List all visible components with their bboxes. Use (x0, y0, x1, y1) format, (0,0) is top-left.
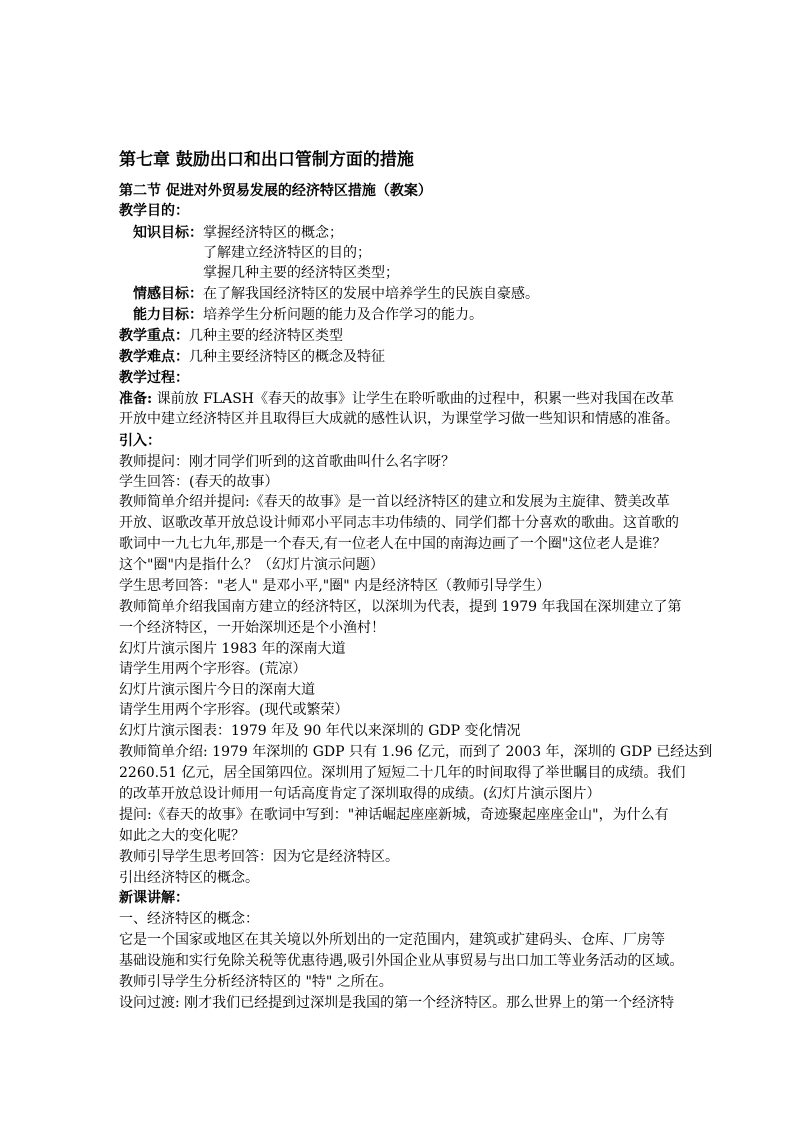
paragraph-line: 一、经济特区的概念： (119, 911, 259, 927)
paragraph-line: 幻灯片演示图片 1983 年的深南大道 (119, 641, 346, 657)
paragraph-line: 这个"圈"内是指什么？（幻灯片演示问题） (119, 557, 384, 573)
section-title: 第二节 促进对外贸易发展的经济特区措施（教案） (119, 183, 432, 199)
knowledge-goal-line (133, 223, 343, 243)
paragraph-line: 教师简单介绍: 1979 年深圳的 GDP 只有 1.96 亿元，而到了 2003 年，深圳的 GDP 已经达到 (119, 744, 713, 760)
paragraph-line: 教师引导学生分析经济特区的 "特" 之所在。 (119, 974, 393, 990)
knowledge-text-1: 掌握经济特区的概念； (203, 225, 343, 241)
ability-label: 能力目标： (133, 307, 203, 323)
paragraph-line: 请学生用两个字形容。(荒凉） (119, 661, 307, 677)
knowledge-text-2: 了解建立经济特区的目的； (203, 245, 371, 261)
focus-label: 教学重点： (119, 328, 189, 344)
difficulty-label: 教学难点： (119, 349, 189, 365)
paragraph-line: 幻灯片演示图片今日的深南大道 (119, 682, 315, 698)
difficulty-text: 几种主要经济特区的概念及特征 (189, 349, 385, 365)
intro-heading: 引入： (119, 433, 161, 449)
paragraph-line: 幻灯片演示图表：1979 年及 90 年代以来深圳的 GDP 变化情况 (119, 723, 521, 739)
prep-line-2: 开放中建立经济特区并且取得巨大成就的感性认识，为课堂学习做一些知识和情感的准备。 (119, 411, 679, 427)
paragraph-line: 学生回答：(春天的故事） (119, 474, 279, 490)
goals-heading: 教学目的： (119, 203, 189, 219)
paragraph-line: 如此之大的变化呢？ (119, 828, 245, 844)
paragraph-line: 开放、讴歌改革开放总设计师邓小平同志丰功伟绩的、同学们都十分喜欢的歌曲。这首歌的 (119, 515, 679, 531)
paragraph-line: 引出经济特区的概念。 (119, 870, 259, 886)
focus-text: 几种主要的经济特区类型 (189, 328, 343, 344)
prep-line-1 (119, 389, 674, 409)
paragraph-line: 的改革开放总设计师用一句话高度肯定了深圳取得的成绩。(幻灯片演示图片） (119, 786, 601, 802)
ability-text: 培养学生分析问题的能力及合作学习的能力。 (203, 307, 483, 323)
emotion-text: 在了解我国经济特区的发展中培养学生的民族自豪感。 (203, 286, 539, 302)
prep-label: 准备: (119, 391, 153, 407)
paragraph-line: 教师引导学生思考回答：因为它是经济特区。 (119, 849, 399, 865)
paragraph-line: 一个经济特区，一开始深圳还是个小渔村！ (119, 620, 385, 636)
paragraph-line: 歌词中一九七九年,那是一个春天,有一位老人在中国的南海边画了一个圈"这位老人是谁？ (119, 536, 667, 552)
paragraph-line: 教师简单介绍并提问:《春天的故事》是一首以经济特区的建立和发展为主旋律、赞美改革 (119, 494, 670, 510)
paragraph-line: 提问:《春天的故事》在歌词中写到："神话崛起座座新城，奇迹聚起座座金山"，为什么有 (119, 807, 669, 823)
chapter-title: 第七章 鼓励出口和出口管制方面的措施 (119, 150, 414, 170)
focus-line (119, 326, 343, 346)
emotion-goal-line (133, 284, 539, 304)
paragraph-line: 2260.51 亿元，居全国第四位。深圳用了短短二十几年的时间取得了举世瞩目的成绩。我们 (119, 765, 686, 781)
prep-text-1: 课前放 FLASH《春天的故事》让学生在聆听歌曲的过程中，积累一些对我国在改革 (152, 391, 674, 407)
knowledge-label: 知识目标： (133, 225, 203, 241)
paragraph-line: 它是一个国家或地区在其关境以外所划出的一定范围内，建筑或扩建码头、仓库、厂房等 (119, 932, 665, 948)
difficulty-line (119, 347, 385, 367)
paragraph-line: 教师简单介绍我国南方建立的经济特区，以深圳为代表，提到 1979 年我国在深圳建立了第 (119, 599, 682, 615)
paragraph-line: 教师提问：刚才同学们听到的这首歌曲叫什么名字呀？ (119, 454, 455, 470)
emotion-label: 情感目标： (133, 286, 203, 302)
paragraph-line: 学生思考回答："老人" 是邓小平,"圈" 内是经济特区（教师引导学生） (119, 578, 551, 594)
paragraph-line: 设问过渡: 刚才我们已经提到过深圳是我国的第一个经济特区。那么世界上的第一个经济特 (119, 995, 675, 1011)
ability-goal-line (133, 305, 483, 325)
knowledge-text-3: 掌握几种主要的经济特区类型； (203, 265, 399, 281)
new-lesson-heading: 新课讲解： (119, 890, 189, 906)
process-heading: 教学过程： (119, 370, 189, 386)
paragraph-line: 请学生用两个字形容。(现代或繁荣） (119, 702, 349, 718)
paragraph-line: 基础设施和实行免除关税等优惠待遇,吸引外国企业从事贸易与出口加工等业务活动的区域。 (119, 953, 684, 969)
